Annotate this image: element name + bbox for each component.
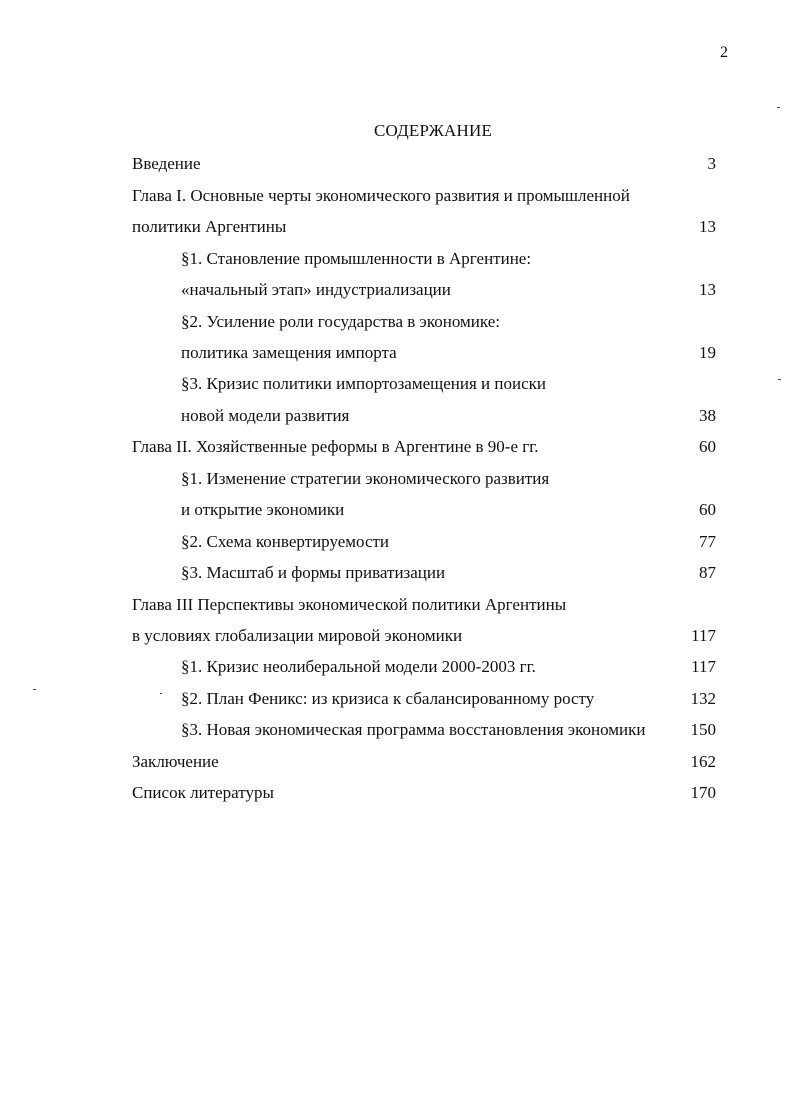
toc-page-ch2-s3: 87 (699, 563, 716, 582)
page-number: 2 (720, 44, 728, 61)
toc-entry-bibliography: Список литературы (132, 783, 274, 802)
toc-entry-chapter-3: Глава III Перспективы экономической политики Аргентины (132, 595, 567, 614)
toc-entry-ch3-s3: §3. Новая экономическая программа восстановления экономики (181, 720, 646, 739)
toc-page-ch1-s2: 19 (699, 343, 716, 362)
toc-entry-ch2-s3: §3. Масштаб и формы приватизации (181, 563, 446, 582)
scan-speck (33, 689, 36, 690)
toc-entry-conclusion: Заключение (132, 752, 219, 771)
toc-entry-ch3-s2: §2. План Феникс: из кризиса к сбалансированному росту (181, 689, 595, 708)
toc-entry-chapter-1: Глава I. Основные черты экономического развития и промышленной (132, 186, 630, 205)
toc-entry-ch2-s1-cont: и открытие экономики (181, 500, 345, 519)
toc-page-bibliography: 170 (690, 783, 716, 802)
toc-page-chapter-3: 117 (691, 626, 716, 645)
toc-page-ch3-s2: 132 (690, 689, 716, 708)
toc-entry-ch1-s2: §2. Усиление роли государства в экономике: (181, 312, 500, 331)
toc-entry-ch1-s2-cont: политика замещения импорта (181, 343, 397, 362)
toc-page-ch3-s1: 117 (691, 657, 716, 676)
toc-entry-introduction: Введение (132, 154, 201, 173)
toc-entry-ch1-s1-cont: «начальный этап» индустриализации (181, 280, 451, 299)
toc-entry-ch1-s3-cont: новой модели развития (181, 406, 350, 425)
toc-entry-chapter-1-cont: политики Аргентины (132, 217, 287, 236)
toc-entry-ch1-s3: §3. Кризис политики импортозамещения и поиски (181, 374, 546, 393)
toc-title: СОДЕРЖАНИЕ (373, 121, 493, 140)
scan-speck (778, 379, 781, 380)
toc-entry-chapter-2: Глава II. Хозяйственные реформы в Аргентине в 90-е гг. (132, 437, 539, 456)
toc-page-ch2-s2: 77 (699, 532, 716, 551)
toc-page-introduction: 3 (707, 154, 716, 173)
scan-speck (160, 693, 162, 694)
toc-page-ch3-s3: 150 (690, 720, 716, 739)
scan-speck (777, 107, 780, 108)
toc-page-chapter-1: 13 (699, 217, 716, 236)
toc-entry-ch1-s1: §1. Становление промышленности в Аргентине: (181, 249, 532, 268)
toc-page-ch1-s3: 38 (699, 406, 716, 425)
toc-entry-chapter-3-cont: в условиях глобализации мировой экономики (132, 626, 463, 645)
toc-entry-ch2-s1: §1. Изменение стратегии экономического развития (181, 469, 550, 488)
toc-entry-ch3-s1: §1. Кризис неолиберальной модели 2000-2003 гг. (181, 657, 536, 676)
toc-entry-ch2-s2: §2. Схема конвертируемости (181, 532, 390, 551)
toc-page-chapter-2: 60 (699, 437, 716, 456)
toc-page-ch1-s1: 13 (699, 280, 716, 299)
toc-page-conclusion: 162 (690, 752, 716, 771)
toc-page-ch2-s1: 60 (699, 500, 716, 519)
